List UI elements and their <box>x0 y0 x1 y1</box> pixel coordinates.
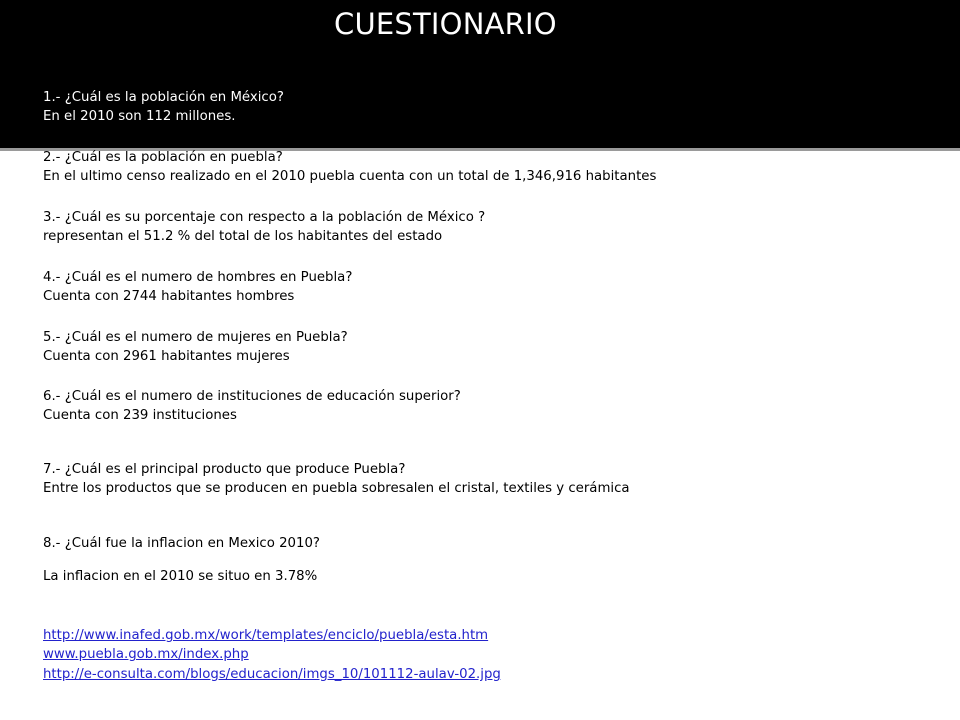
question-2: 2.- ¿Cuál es la población en puebla? <box>43 150 283 165</box>
question-6: 6.- ¿Cuál es el numero de instituciones de educación superior? <box>43 389 461 404</box>
answer-5: Cuenta con 2961 habitantes mujeres <box>43 349 290 364</box>
answer-8: La inflacion en el 2010 se situo en 3.78% <box>43 569 318 584</box>
link-inafed[interactable]: http://www.inafed.gob.mx/work/templates/enciclo/puebla/esta.htm <box>43 628 489 643</box>
answer-1: En el 2010 son 112 millones. <box>43 109 236 124</box>
answer-3: representan el 51.2 % del total de los habitantes del estado <box>43 229 443 244</box>
answer-4: Cuenta con 2744 habitantes hombres <box>43 289 295 304</box>
answer-7: Entre los productos que se producen en puebla sobresalen el cristal, textiles y cerámica <box>43 481 630 496</box>
link-e-consulta[interactable]: http://e-consulta.com/blogs/educacion/imgs_10/101112-aulav-02.jpg <box>43 667 501 682</box>
question-4: 4.- ¿Cuál es el numero de hombres en Puebla? <box>43 270 353 285</box>
page-title: CUESTIONARIO <box>334 7 557 41</box>
answer-2: En el ultimo censo realizado en el 2010 puebla cuenta con un total de 1,346,916 habitantes <box>43 169 657 184</box>
link-puebla[interactable]: www.puebla.gob.mx/index.php <box>43 647 249 662</box>
answer-6: Cuenta con 239 instituciones <box>43 408 237 423</box>
question-8: 8.- ¿Cuál fue la inflacion en Mexico 2010? <box>43 536 320 551</box>
question-7: 7.- ¿Cuál es el principal producto que produce Puebla? <box>43 462 406 477</box>
question-3: 3.- ¿Cuál es su porcentaje con respecto a la población de México ? <box>43 210 486 225</box>
question-5: 5.- ¿Cuál es el numero de mujeres en Puebla? <box>43 330 348 345</box>
question-1: 1.- ¿Cuál es la población en México? <box>43 90 284 105</box>
